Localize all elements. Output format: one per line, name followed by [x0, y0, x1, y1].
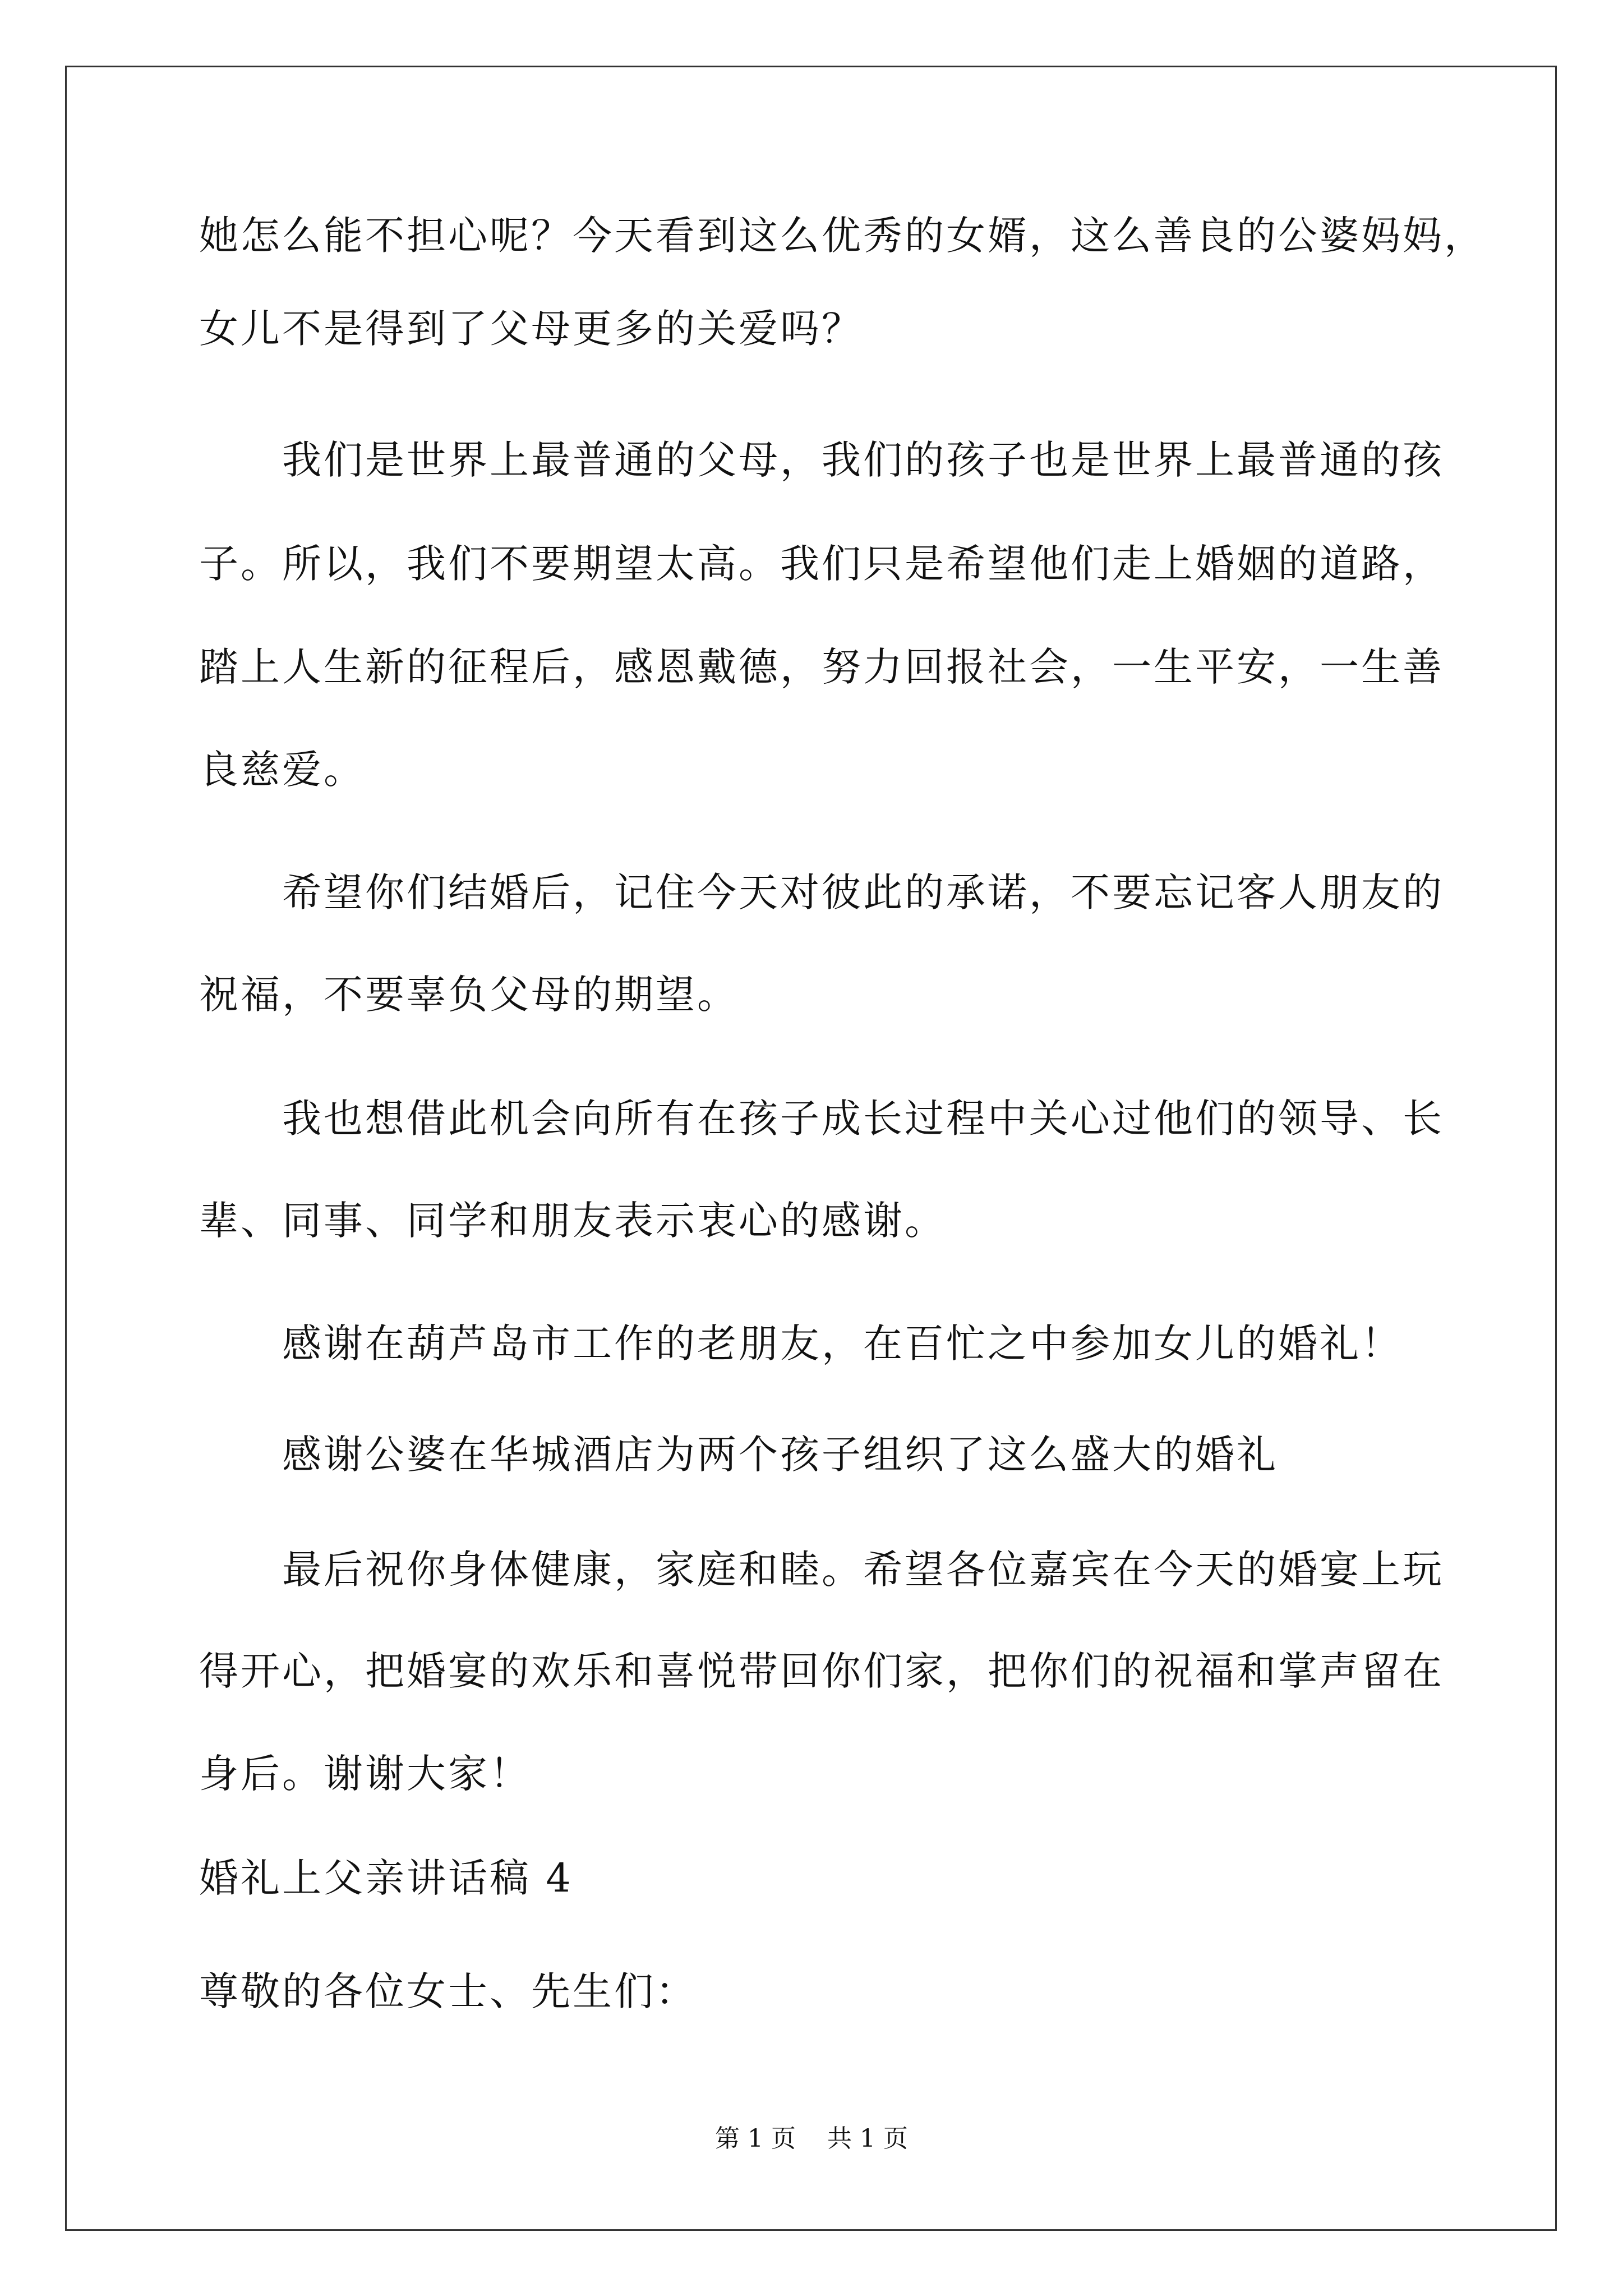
body-line: 感谢在葫芦岛市工作的老朋友，在百忙之中参加女儿的婚礼！ [282, 1320, 1403, 1366]
body-line: 辈、同事、同学和朋友表示衷心的感谢。 [199, 1198, 946, 1244]
body-line: 良慈爱。 [199, 747, 365, 793]
body-line: 最后祝你身体健康，家庭和睦。希望各位嘉宾在今天的婚宴上玩 [282, 1547, 1444, 1593]
salutation: 尊敬的各位女士、先生们： [199, 1968, 697, 2014]
body-line: 她怎么能不担心呢？今天看到这么优秀的女婿，这么善良的公婆妈妈， [199, 213, 1486, 259]
body-line: 祝福，不要辜负父母的期望。 [199, 972, 739, 1018]
body-line: 感谢公婆在华城酒店为两个孩子组织了这么盛大的婚礼 [282, 1432, 1278, 1478]
body-line: 子。所以，我们不要期望太高。我们只是希望他们走上婚姻的道路， [199, 541, 1444, 587]
page-border [65, 66, 1557, 2231]
body-line: 踏上人生新的征程后，感恩戴德，努力回报社会，一生平安，一生善 [199, 644, 1444, 690]
body-line: 身后。谢谢大家！ [199, 1751, 531, 1797]
section-heading: 婚礼上父亲讲话稿 4 [199, 1855, 573, 1901]
body-line: 我也想借此机会向所有在孩子成长过程中关心过他们的领导、长 [282, 1096, 1444, 1142]
body-line: 我们是世界上最普通的父母，我们的孩子也是世界上最普通的孩 [282, 437, 1444, 483]
body-line: 得开心，把婚宴的欢乐和喜悦带回你们家，把你们的祝福和掌声留在 [199, 1648, 1444, 1694]
body-line: 希望你们结婚后，记住今天对彼此的承诺，不要忘记客人朋友的 [282, 869, 1444, 915]
body-line: 女儿不是得到了父母更多的关爱吗？ [199, 306, 863, 352]
page-number: 第 1 页 [715, 2124, 796, 2153]
page-total: 共 1 页 [827, 2124, 908, 2153]
page-footer [0, 2122, 1623, 2156]
